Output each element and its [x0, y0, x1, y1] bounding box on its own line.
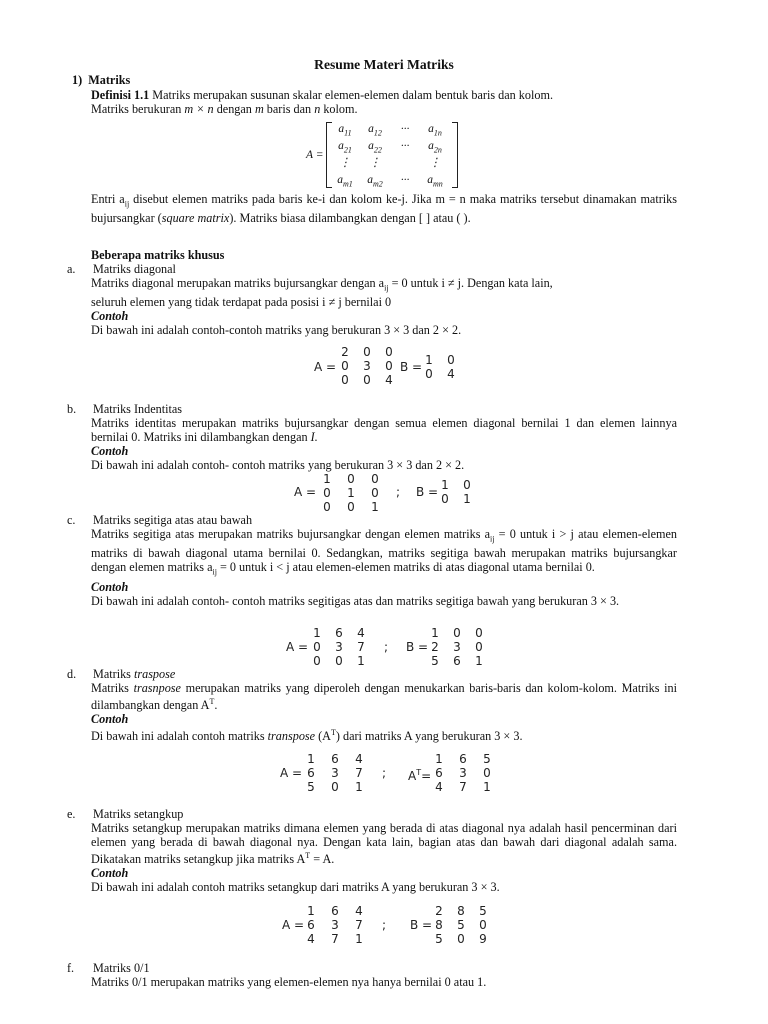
matrix-cell: 7 [357, 640, 365, 654]
matrix-cell: 1 [475, 654, 483, 668]
matrix-cell: 0 [479, 918, 487, 932]
item-c-text: Matriks segitiga atas merupakan matriks bujursangkar dengan elemen matriks $a_{ij} = 0$ untuk i > j atau elemen-elemen matriks di bawah diagonal utama bernilai 0. Sedangkan, matriks segitiga bawah merupakan matriks bujursangkar dengan elemen matriks $a_{ij} = 0$ untuk i < j atau elemen-elemen matriks di atas diagonal utama bernilai 0. Contoh Di bawah ini adalah contoh- contoh matriks segitigas atas dan matriks segitiga bawah yang berukuran 3 × 3. [91, 527, 678, 608]
general-matrix-label: A = [306, 149, 324, 161]
matrix-cell: 0 [363, 345, 371, 359]
item-d-label: d. [67, 667, 77, 681]
item-f-name: Matriks 0/1 [93, 961, 150, 975]
item-f-text: Matriks 0/1 merupakan matriks yang elemen-elemen nya hanya bernilai 0 atau 1. [91, 975, 487, 989]
right-bracket [452, 122, 458, 188]
general-matrix-cell: $a_{mn}$ [427, 174, 443, 189]
matrix-cell: 1 [435, 752, 443, 766]
matrix-cell: 6 [435, 766, 443, 780]
matrix-cell: 4 [355, 752, 363, 766]
general-matrix-cell: $a_{22}$ [368, 140, 382, 155]
general-matrix-cell: $a_{1n}$ [428, 123, 442, 138]
matrix-cell: 3 [331, 766, 339, 780]
definition-label: Definisi 1.1 [91, 88, 150, 102]
matrix-cell: 1 [347, 486, 355, 500]
general-matrix-cell: ⋮ [369, 157, 381, 169]
item-e-text: Matriks setangkup merupakan matriks dimana elemen yang berada di atas diagonal nya adalah hasil pencerminan dari elemen yang berada di bawah diagonal nya. Dengan kata lain, bagian atas dan bawah dari diagonal adalah sama. Dikatakan matriks setangkup jika matriks $A^T = A$. Contoh Di bawah ini adalah contoh matriks setangkup dari matriks A yang berukuran 3 × 3. [91, 821, 677, 895]
general-matrix-cell: ··· [400, 140, 410, 152]
matrix-cell: 1 [441, 478, 449, 492]
matrix-cell: 4 [385, 373, 393, 387]
matrix-cell: 0 [341, 359, 349, 373]
matrix-cell: 5 [431, 654, 439, 668]
matrix-cell: 2 [431, 640, 439, 654]
matrix-cell: 1 [483, 780, 491, 794]
matrix-cell: 4 [447, 367, 455, 381]
item-a-text: Matriks diagonal merupakan matriks bujursangkar dengan $a_{ij} = 0$ untuk i ≠ j. Dengan kata lain, seluruh elemen yang tidak terdapat pada posisi i ≠ j bernilai 0 Contoh Di bawah ini adalah contoh-contoh matriks yang berukuran 3 × 3 dan 2 × 2. [91, 276, 553, 338]
matrix-cell: 0 [335, 654, 343, 668]
matrix-cell: 0 [447, 353, 455, 367]
matrix-cell: 6 [335, 626, 343, 640]
general-matrix [304, 118, 464, 190]
identity-example: A = 1 0 0 0 1 0 0 0 1 ; B = 1 0 0 1 [294, 472, 484, 516]
item-c-name: Matriks segitiga atas atau bawah [93, 513, 253, 527]
general-matrix-cell: $a_{21}$ [338, 140, 352, 155]
matrix-cell: 3 [363, 359, 371, 373]
general-matrix-cell: ··· [400, 174, 410, 186]
item-d-name: Matriks traspose [93, 667, 176, 681]
matrix-cell: 3 [453, 640, 461, 654]
matrix-cell: 5 [435, 932, 443, 946]
matrix-cell: 3 [331, 918, 339, 932]
matrix-cell: 8 [457, 904, 465, 918]
item-a-label: a. [67, 262, 76, 276]
general-matrix-cell: $a_{m2}$ [367, 174, 383, 189]
item-e-label: e. [67, 807, 76, 821]
matrix-cell: 4 [435, 780, 443, 794]
transpose-example: A = 1 6 4 6 3 7 5 0 1 ; $A^T=$ 1 6 5 6 3 0 4 7 1 [280, 752, 500, 796]
matrix-cell: 8 [435, 918, 443, 932]
matrix-cell: 7 [331, 932, 339, 946]
matrix-cell: 6 [331, 904, 339, 918]
matrix-cell: 0 [363, 373, 371, 387]
matrix-cell: 4 [307, 932, 315, 946]
matrix-cell: 2 [435, 904, 443, 918]
matrix-cell: 0 [341, 373, 349, 387]
matrix-cell: 0 [457, 932, 465, 946]
item-f-label: f. [67, 961, 75, 975]
matrix-cell: 1 [313, 626, 321, 640]
item-c-label: c. [67, 513, 76, 527]
matrix-cell: 6 [307, 766, 315, 780]
general-matrix-cell: $a_{2n}$ [428, 140, 442, 155]
matrix-cell: 5 [483, 752, 491, 766]
matrix-cell: 0 [475, 626, 483, 640]
matrix-cell: 0 [483, 766, 491, 780]
matrix-cell: 0 [313, 654, 321, 668]
transpose-label: $A^T=$ [408, 768, 432, 783]
general-matrix-cell: ⋮ [429, 157, 441, 169]
matrix-cell: 3 [459, 766, 467, 780]
matrix-cell: 1 [371, 500, 379, 514]
matrix-cell: 6 [331, 752, 339, 766]
matrix-cell: 5 [457, 918, 465, 932]
general-matrix-cell: ⋮ [339, 157, 351, 169]
general-matrix-cell: $a_{11}$ [338, 123, 352, 138]
matrix-cell: 7 [355, 766, 363, 780]
matrix-cell: 6 [459, 752, 467, 766]
item-d-text: Matriks trasnpose merupakan matriks yang diperoleh dengan menukarkan baris-baris dan kolom-kolom. Matriks ini dilambangkan dengan $A^T$. Contoh Di bawah ini adalah contoh matriks transpose $(A^T)$ dari matriks A yang berukuran 3 × 3. [91, 681, 678, 744]
item-b-name: Matriks Indentitas [93, 402, 183, 416]
matrix-cell: 9 [479, 932, 487, 946]
matrix-cell: 7 [355, 918, 363, 932]
special-matrices-heading: Beberapa matriks khusus [91, 248, 225, 262]
matrix-cell: 2 [341, 345, 349, 359]
matrix-cell: 0 [453, 626, 461, 640]
matrix-cell: 0 [385, 359, 393, 373]
matrix-cell: 0 [347, 472, 355, 486]
matrix-cell: 0 [385, 345, 393, 359]
item-a-name: Matriks diagonal [93, 262, 176, 276]
section-number: 1) [72, 73, 83, 87]
matrix-cell: 5 [479, 904, 487, 918]
matrix-cell: 0 [313, 640, 321, 654]
matrix-cell: 0 [371, 486, 379, 500]
item-e-name: Matriks setangkup [93, 807, 184, 821]
matrix-cell: 6 [307, 918, 315, 932]
page-title: Resume Materi Matriks [314, 57, 454, 72]
matrix-cell: 1 [463, 492, 471, 506]
general-matrix-cell: $a_{m1}$ [337, 174, 353, 189]
matrix-cell: 0 [331, 780, 339, 794]
matrix-cell: 0 [441, 492, 449, 506]
matrix-cell: 1 [357, 654, 365, 668]
entries-paragraph: Entri $a_{ij}$ disebut elemen matriks pada baris ke-i dan kolom ke-j. Jika m = n maka matriks tersebut dinamakan matriks bujursangkar (square matrix). Matriks biasa dilambangkan dengan [ ] atau ( ). [91, 192, 677, 226]
matrix-cell: 7 [459, 780, 467, 794]
matrix-cell: 3 [335, 640, 343, 654]
symmetric-example: A = 1 6 4 6 3 7 4 7 1 ; B = 2 8 5 8 5 0 5 0 9 [282, 904, 502, 948]
section-name: Matriks [88, 73, 131, 87]
matrix-cell: 4 [355, 904, 363, 918]
matrix-cell: 1 [323, 472, 331, 486]
matrix-cell: 0 [323, 500, 331, 514]
general-matrix-cell: $a_{12}$ [368, 123, 382, 138]
matrix-cell: 4 [357, 626, 365, 640]
matrix-cell: 0 [371, 472, 379, 486]
matrix-cell: 0 [323, 486, 331, 500]
triangular-example: A = 1 6 4 0 3 7 0 0 1 ; B = 1 0 0 2 3 0 5 6 1 [286, 626, 496, 670]
section-heading [72, 73, 130, 87]
matrix-cell: 1 [431, 626, 439, 640]
matrix-cell: 1 [355, 932, 363, 946]
general-matrix-cell: ··· [400, 123, 410, 135]
matrix-cell: 1 [355, 780, 363, 794]
matrix-cell: 1 [425, 353, 433, 367]
item-b-label: b. [67, 402, 77, 416]
matrix-cell: 5 [307, 780, 315, 794]
matrix-cell: 0 [475, 640, 483, 654]
diagonal-example: A = 2 0 0 0 3 0 0 0 4 B = 1 0 0 4 [314, 345, 464, 389]
definition-paragraph: Definisi 1.1 Matriks merupakan susunan skalar elemen-elemen dalam bentuk baris dan kolom. Matriks berukuran m × n dengan m baris dan n kolom. [91, 88, 553, 116]
matrix-cell: 1 [307, 752, 315, 766]
matrix-cell: 1 [307, 904, 315, 918]
matrix-cell: 0 [463, 478, 471, 492]
matrix-cell: 6 [453, 654, 461, 668]
matrix-cell: 0 [425, 367, 433, 381]
matrix-cell: 0 [347, 500, 355, 514]
item-b-text: Matriks identitas merupakan matriks bujursangkar dengan semua elemen diagonal bernilai 1 dan elemen lainnya bernilai 0. Matriks ini dilambangkan dengan I. Contoh Di bawah ini adalah contoh- contoh matriks yang berukuran 3 × 3 dan 2 × 2. [91, 416, 677, 472]
